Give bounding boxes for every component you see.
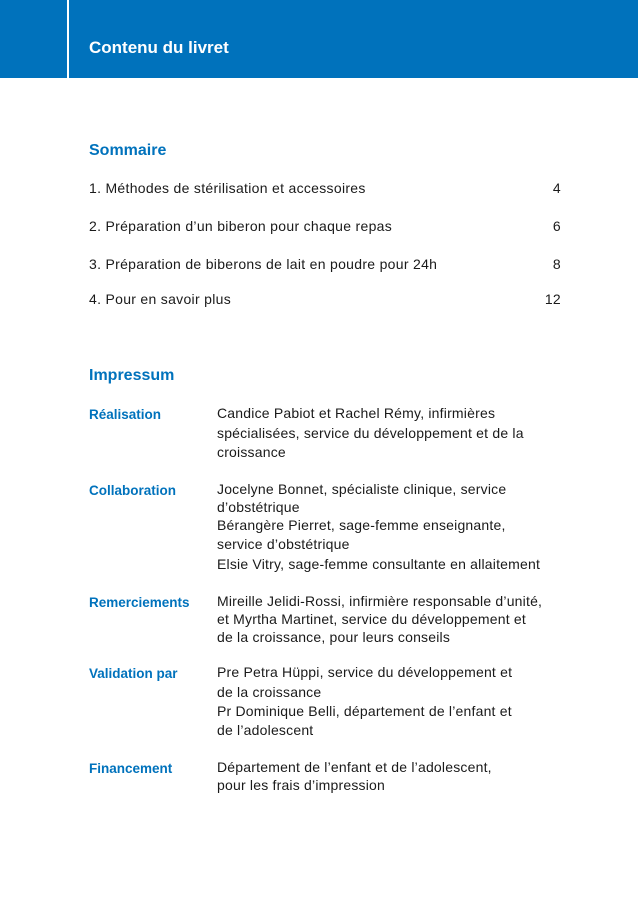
impressum-line: d’obstétrique xyxy=(217,499,300,515)
toc-item-text: 1. Méthodes de stérilisation et accessoires xyxy=(89,180,366,196)
impressum-line: service d’obstétrique xyxy=(217,536,350,552)
header-divider xyxy=(67,0,69,78)
impressum-line: Pre Petra Hüppi, service du développement et xyxy=(217,664,513,680)
impressum-line: croissance xyxy=(217,444,286,460)
toc-item-text: 3. Préparation de biberons de lait en poudre pour 24h xyxy=(89,256,438,272)
impressum-line: et Myrtha Martinet, service du développement et xyxy=(217,611,526,627)
toc-item-page: 12 xyxy=(544,291,561,307)
impressum-line: Pr Dominique Belli, département de l’enfant et xyxy=(217,703,512,719)
impressum-title: Impressum xyxy=(89,367,175,384)
impressum-line: de la croissance, pour leurs conseils xyxy=(217,629,451,645)
toc-item xyxy=(89,256,561,276)
impressum-line: de la croissance xyxy=(217,684,322,700)
toc-item xyxy=(89,291,561,311)
impressum-label-validation: Validation par xyxy=(89,666,178,681)
impressum-line: Candice Pabiot et Rachel Rémy, infirmières xyxy=(217,405,496,421)
toc-item-page: 8 xyxy=(552,256,561,272)
impressum-line: de l’adolescent xyxy=(217,722,314,738)
impressum-line: Elsie Vitry, sage-femme consultante en allaitement xyxy=(217,556,541,572)
impressum-label-collaboration: Collaboration xyxy=(89,483,176,498)
impressum-line: Mireille Jelidi-Rossi, infirmière responsable d’unité, xyxy=(217,593,543,609)
toc-item-page: 6 xyxy=(552,218,561,234)
page-title: Contenu du livret xyxy=(89,38,229,57)
impressum-line: Jocelyne Bonnet, spécialiste clinique, service xyxy=(217,481,507,497)
toc-item-text: 2. Préparation d’un biberon pour chaque repas xyxy=(89,218,393,234)
impressum-label-realisation: Réalisation xyxy=(89,407,162,422)
impressum-line: Bérangère Pierret, sage-femme enseignante, xyxy=(217,517,506,533)
toc-item-text: 4. Pour en savoir plus xyxy=(89,291,232,307)
impressum-line: spécialisées, service du développement et de la xyxy=(217,425,524,441)
impressum-line: pour les frais d’impression xyxy=(217,777,386,793)
impressum-label-remerciements: Remerciements xyxy=(89,595,190,610)
toc-item xyxy=(89,180,561,200)
impressum-line: Département de l’enfant et de l’adolescent, xyxy=(217,759,492,775)
toc-item-page: 4 xyxy=(552,180,561,196)
sommaire-title: Sommaire xyxy=(89,142,167,159)
impressum-label-financement: Financement xyxy=(89,761,173,776)
toc-item xyxy=(89,218,561,238)
